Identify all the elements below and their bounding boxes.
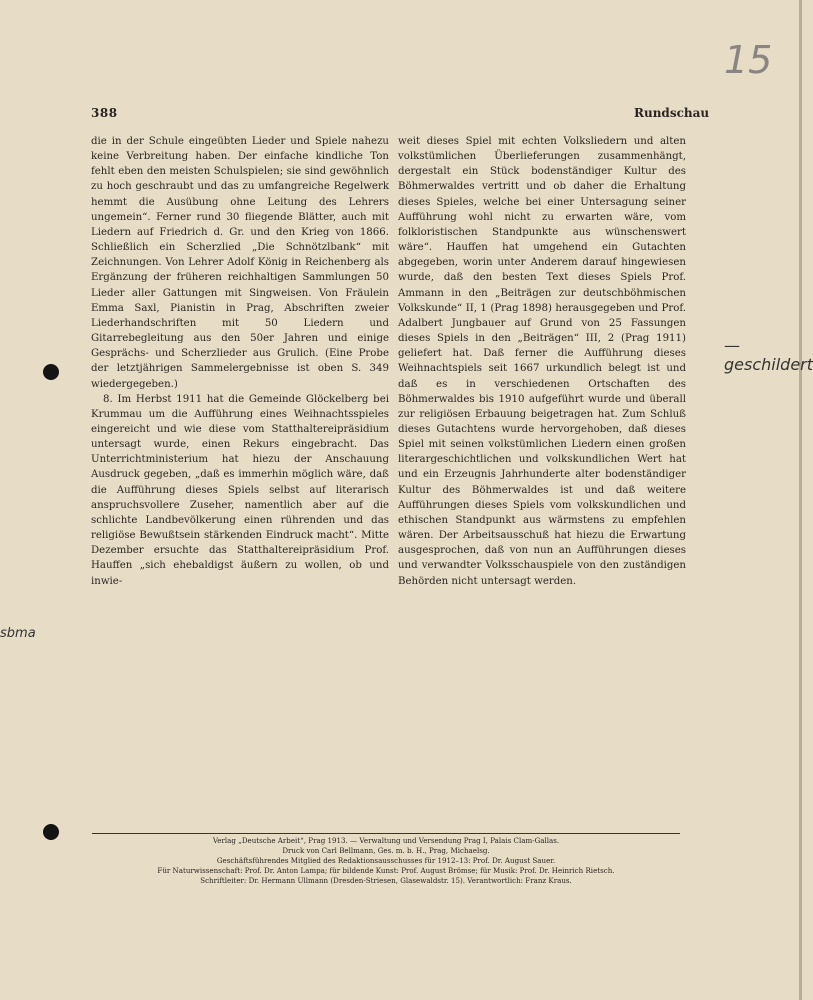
page-number: 388 [91, 106, 118, 120]
punch-hole-top [43, 364, 59, 380]
footer-editor-line: Schriftleiter: Dr. Hermann Ullmann (Dresden-Striesen, Glasewaldstr. 15). Verantwortlich: Franz Kraus. [200, 876, 572, 885]
footer-rule [92, 833, 680, 834]
left-column [91, 134, 389, 589]
footer-sections-line: Für Naturwissenschaft: Prof. Dr. Anton Lampa; für bildende Kunst: Prof. August Brömse; für Musik: Prof. Dr. Heinrich Rietsch. [157, 866, 615, 875]
right-column [398, 134, 686, 589]
running-title: Rundschau [634, 106, 710, 120]
footer-publisher-line: Verlag „Deutsche Arbeit“, Prag 1913. — Verwaltung und Versendung Prag I, Palais Clam-Gallas. [212, 836, 560, 845]
punch-hole-bottom [43, 824, 59, 840]
handwritten-margin-note-right: — geschildert [724, 336, 813, 374]
left-paragraph-1: die in der Schule eingeübten Lieder und Spiele nahezu keine Verbreitung haben. Der einfache kindliche Ton fehlt eben den meisten Schulspielen; sie sind gewöhnlich zu hoch geschraubt und das zu umfangreiche Regelwerk hemmt die Ausübung ohne Leitung des Lehrers ungemein“. Ferner rund 30 fliegende Blätter, auch mit Liedern auf Friedrich d. Gr. und den Krieg von 1866. Schließlich ein Scherzlied „Die Schnötzlbank“ mit Zeichnungen. Von Lehrer Adolf König in Reichenberg als Ergänzung der früheren reichhaltigen Sammlungen 50 Lieder aller Gattungen mit Singweisen. Von Fräulein Emma Saxl, Pianistin in Prag, Abschriften zweier Liederhandschriften mit 50 Liedern und Gitarrebegleitung aus den 50er Jahren und einige Gesprächs- und Scherzlieder aus Grulich. (Eine Probe der letztjährigen Sammelergebnisse ist oben S. 349 wiedergegeben.) [91, 136, 389, 390]
footer-committee-line: Geschäftsführendes Mitglied des Redaktionsausschusses für 1912–13: Prof. Dr. August Sauer. [216, 856, 556, 865]
page-edge [799, 0, 802, 1000]
handwritten-page-mark: 15 [724, 38, 773, 82]
handwritten-margin-note-left: sbma [0, 626, 36, 641]
footer-printer-line: Druck von Carl Bellmann, Ges. m. b. H., Prag, Michaelsg. [282, 846, 490, 855]
right-paragraph-1: weit dieses Spiel mit echten Volksliedern und alten volkstümlichen Überlieferungen zusammenhängt, dergestalt ein Stück bodenständiger Kultur des Böhmerwaldes vertritt und ob daher die Erhaltung dieses Spieles, welche bei einer Untersagung seiner Aufführung wohl nicht zu erwarten wäre, vom folkloristischen Standpunkte aus wünschenswert wäre“. Hauffen hat umgehend ein Gutachten abgegeben, worin unter Anderem darauf hingewiesen wurde, daß den besten Text dieses Spiels Prof. Ammann in den „Beiträgen zur deutschböhmischen Volkskunde“ II, 1 (Prag 1898) herausgegeben und Prof. Adalbert Jungbauer auf Grund von 25 Fassungen dieses Spiels in den „Beiträgen“ III, 2 (Prag 1911) geliefert hat. Daß ferner die Aufführung dieses Weihnachtspiels seit 1667 urkundlich belegt ist und daß es in verschiedenen Ortschaften des Böhmerwaldes bis 1910 aufgeführt wurde und überall zur religiösen Erbauung beigetragen hat. Zum Schluß dieses Gutachtens wurde hervorgehoben, daß dieses Spiel mit seinen volkstümlichen Liedern einen großen literargeschichtlichen und volkskundlichen Wert hat und ein Erzeugnis Jahrhunderte alter bodenständiger Kultur des Böhmerwaldes ist und daß weitere Aufführungen dieses Spiels vom volkskundlichen und ethischen Standpunkt aus wärmstens zu empfehlen wären. Der Arbeitsausschuß hat hiezu die Erwartung ausgesprochen, daß von nun an Aufführungen dieses und verwandter Volksschauspiele von den zuständigen Behörden nicht untersagt werden. [398, 136, 686, 587]
left-paragraph-2: 8. Im Herbst 1911 hat die Gemeinde Glöckelberg bei Krummau um die Aufführung eines Weihnachtsspieles eingereicht und wie diese vom Statthaltereipräsidium untersagt wurde, einen Rekurs eingebracht. Das Unterrichtministerium hat hiezu der Anschauung Ausdruck gegeben, „daß es immerhin möglich wäre, daß die Aufführung dieses Spiels selbst auf literarisch anspruchsvollere Zuseher, namentlich aber auf die schlichte Landbevölkerung einen rührenden und das religiöse Bewußtsein stärkenden Eindruck macht“. Mitte Dezember ersuchte das Statthaltereipräsidium Prof. Hauffen „sich ehebaldigst äußern zu wollen, ob und inwie- [91, 393, 389, 587]
